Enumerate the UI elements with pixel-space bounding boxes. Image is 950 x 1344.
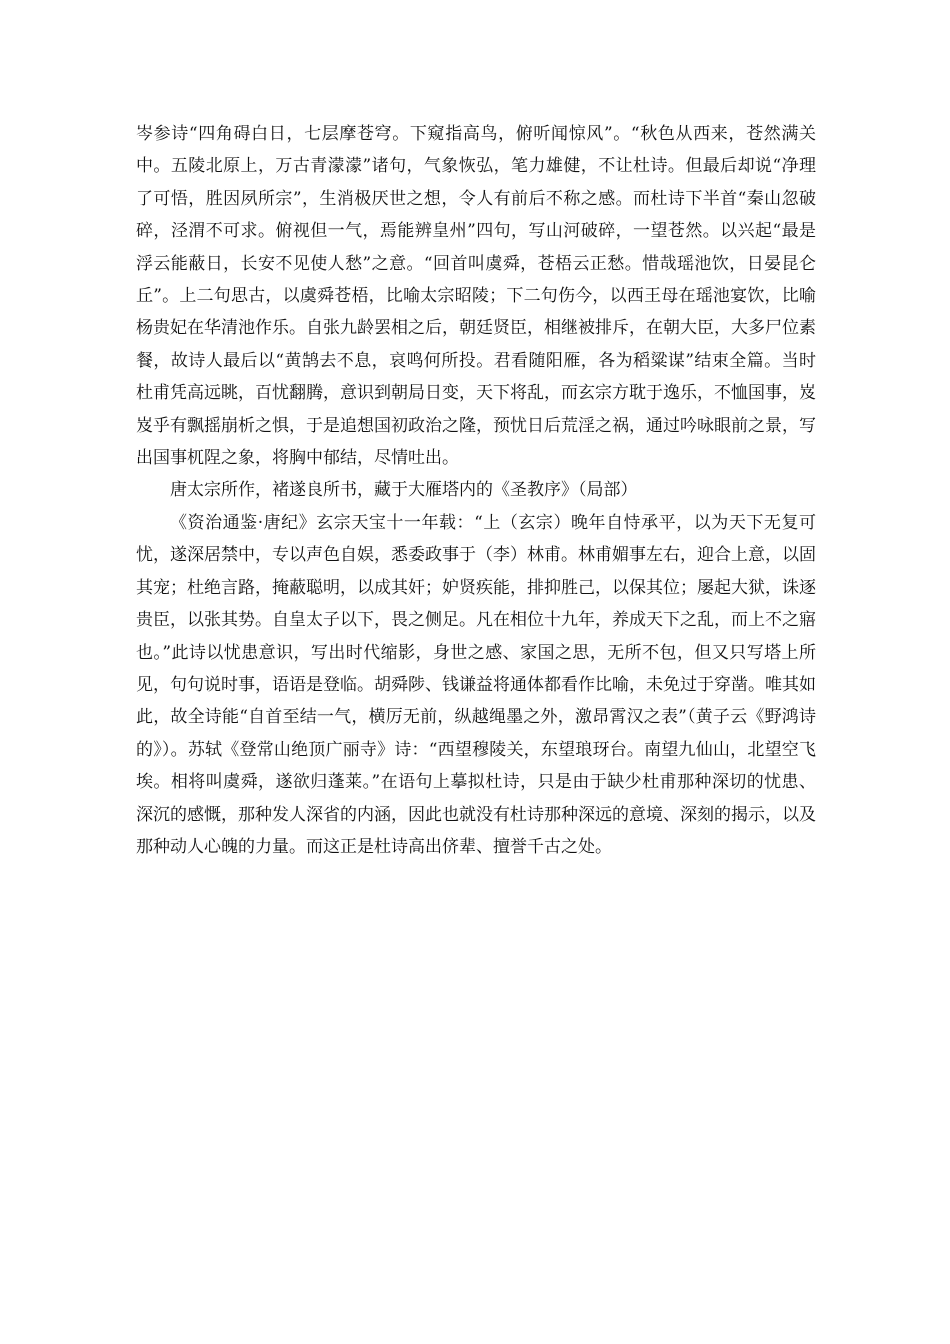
image-caption: 唐太宗所作，褚遂良所书，藏于大雁塔内的《圣教序》（局部） [170,480,638,501]
paragraph-history: 《资治通鉴·唐纪》玄宗天宝十一年载：“上（玄宗）晚年自恃承平，以为天下无复可忧，遂深居禁中，专以声色自娱，悉委政事于（李）林甫。林甫媚事左右，迎合上意，以固其宠；杜绝言路，掩蔽聪明，以成其奸；妒贤疾能，排抑胜己，以保其位；屡起大狱，诛逐贵臣，以张其势。自皇太子以下，畏之侧足。凡在相位十九年，养成天下之乱，而上不之寤也。”此诗以忧患意识，写出时代缩影，身世之感、家国之思，无所不包，但又只写塔上所见，句句说时事，语语是登临。胡舜陟、钱谦益将通体都看作比喻，未免过于穿凿。唯其如此，故全诗能“自首至结一气，横厉无前，纵越绳墨之外，激昂霄汉之表”（黄子云《野鸿诗的》）。苏轼《登常山绝顶广丽寺》诗：“西望穆陵关，东望琅玡台。南望九仙山，北望空飞埃。相将叫虞舜，遂欲归蓬莱。”在语句上摹拟杜诗，只是由于缺少杜甫那种深切的忧患、深沉的感慨，那种发人深省的内涵，因此也就没有杜诗那种深远的意境、深刻的揭示，以及那种动人心魄的力量。而这正是杜诗高出侪辈、擅誉千古之处。 [136,512,816,857]
document-body [136,118,816,863]
paragraph-commentary: 岑参诗“四角碍白日，七层摩苍穹。下窥指高鸟，俯听闻惊风”。“秋色从西来，苍然满关中。五陵北原上，万古青濛濛”诸句，气象恢弘，笔力雄健，不让杜诗。但最后却说“净理了可悟，胜因夙所宗”，生消极厌世之想，令人有前后不称之感。而杜诗下半首“秦山忽破碎，泾渭不可求。俯视但一气，焉能辨皇州”四句，写山河破碎，一望苍然。以兴起“最是浮云能蔽日，长安不见使人愁”之意。“回首叫虞舜，苍梧云正愁。惜哉瑶池饮，日晏昆仑丘”。上二句思古，以虞舜苍梧，比喻太宗昭陵；下二句伤今，以西王母在瑶池宴饮，比喻杨贵妃在华清池作乐。自张九龄罢相之后，朝廷贤臣，相继被排斥，在朝大臣，大多尸位素餐，故诗人最后以“黄鹄去不息，哀鸣何所投。君看随阳雁，各为稻粱谋”结束全篇。当时杜甫凭高远眺，百忧翻腾，意识到朝局日变，天下将乱，而玄宗方耽于逸乐，不恤国事，岌岌乎有飘摇崩析之惧，于是追想国初政治之隆，预忧日后荒淫之祸，通过吟咏眼前之景，写出国事杌陧之象，将胸中郁结，尽情吐出。 [136,124,816,469]
